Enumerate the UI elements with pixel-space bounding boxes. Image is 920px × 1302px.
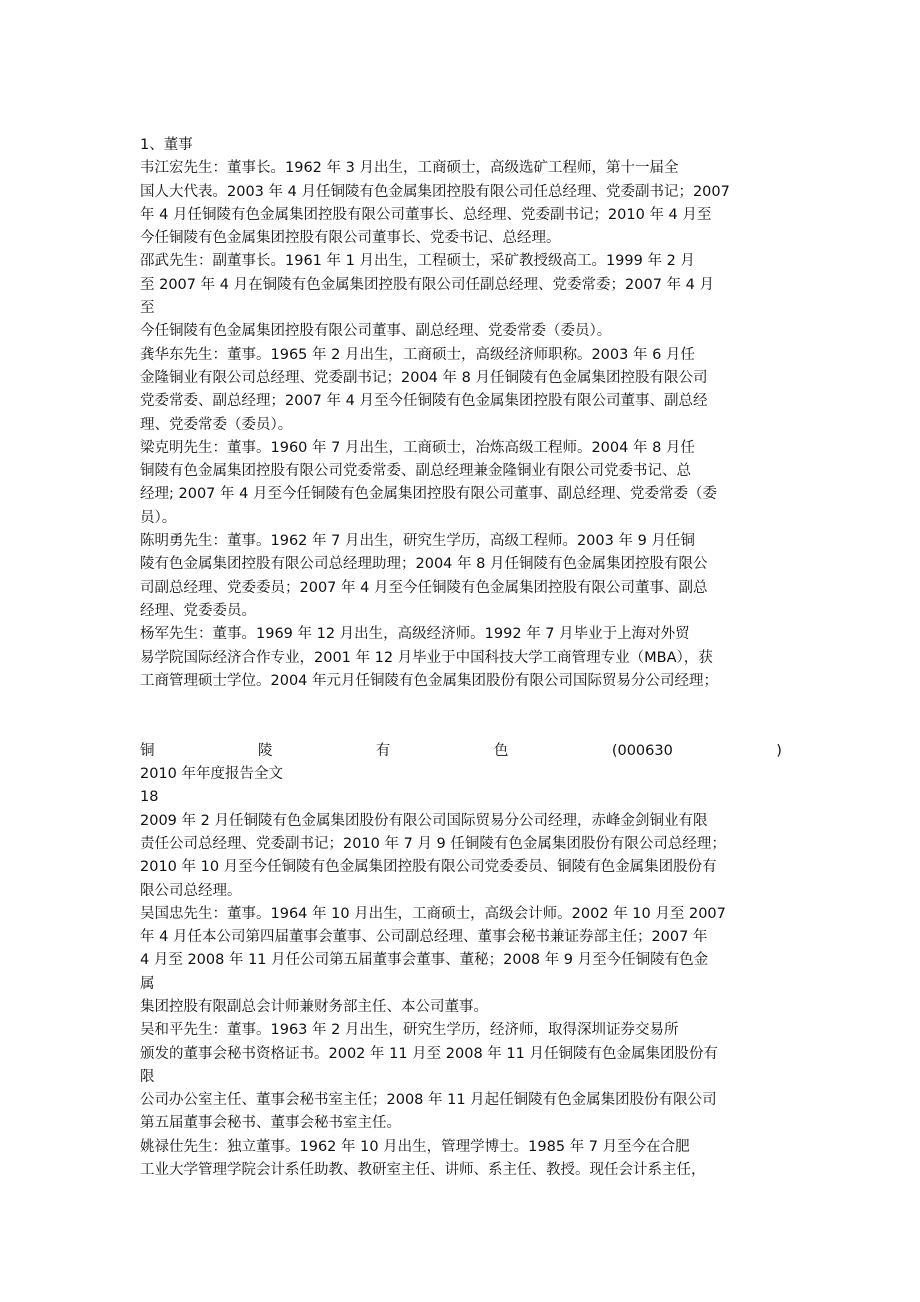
running-header: [140, 740, 782, 763]
text-line: 集团控股有限副总会计师兼财务部主任、本公司董事。: [140, 998, 488, 1015]
text-line: 4 月至 2008 年 11 月任公司第五届董事会董事、董秘；2008 年 9 月至今任铜陵有色金: [140, 952, 709, 969]
text-line: 韦江宏先生：董事长。1962 年 3 月出生，工商硕士，高级选矿工程师，第十一届全: [140, 160, 679, 177]
text-line: 今任铜陵有色金属集团控股有限公司董事、副总经理、党委常委（委员）。: [140, 323, 612, 340]
text-line: 理、党委常委（委员）。: [140, 416, 293, 433]
text-line: 金隆铜业有限公司总经理、党委副书记；2004 年 8 月任铜陵有色金属集团控股有限公司: [140, 369, 708, 386]
text-line: 梁克明先生：董事。1960 年 7 月出生，工商硕士，冶炼高级工程师。2004 年 8 月任: [140, 439, 695, 456]
document-body: [140, 134, 782, 1182]
text-line: 责任公司总经理、党委副书记；2010 年 7 月 9 任铜陵有色金属集团股份有限公司总经理；: [140, 835, 726, 852]
text-line: 至 2007 年 4 月在铜陵有色金属集团控股有限公司任副总经理、党委常委；2007 年 4 月: [140, 276, 715, 293]
header-char: 陵: [257, 742, 273, 759]
text-line: 至: [140, 300, 155, 317]
text-line: 邵武先生：副董事长。1961 年 1 月出生，工程硕士，采矿教授级高工。1999 年 2 月: [140, 253, 695, 270]
header-char: 色: [493, 742, 509, 759]
text-line: 经理; 2007 年 4 月至今任铜陵有色金属集团控股有限公司董事、副总经理、党委常委（委: [140, 486, 717, 503]
text-line: 陵有色金属集团控股有限公司总经理助理；2004 年 8 月任铜陵有色金属集团控股有限公: [140, 556, 708, 573]
text-line: 今任铜陵有色金属集团控股有限公司董事长、党委书记、总经理。: [140, 230, 561, 247]
text-line: 工商管理硕士学位。2004 年元月任铜陵有色金属集团股份有限公司国际贸易分公司经理；: [140, 672, 719, 689]
text-line: 2009 年 2 月任铜陵有色金属集团股份有限公司国际贸易分公司经理，赤峰金剑铜业有限: [140, 812, 708, 829]
text-line: 年 4 月任本公司第四届董事会董事、公司副总经理、董事会秘书兼证券部主任；2007 年: [140, 929, 708, 946]
section-heading: 1、董事: [140, 137, 193, 153]
text-line: 吴和平先生：董事。1963 年 2 月出生，研究生学历，经济师，取得深圳证券交易所: [140, 1022, 679, 1039]
text-line: 2010 年 10 月至今任铜陵有色金属集团控股有限公司党委委员、铜陵有色金属集团股份有: [140, 859, 717, 876]
page-number: 18: [140, 789, 159, 806]
text-line: 党委常委、副总经理；2007 年 4 月至今任铜陵有色金属集团控股有限公司董事、副总经: [140, 393, 708, 410]
header-paren: ): [776, 742, 782, 759]
text-line: [140, 716, 782, 739]
text-line: 属: [140, 975, 155, 992]
text-line: 限公司总经理。: [140, 882, 242, 899]
text-line: [140, 693, 782, 716]
text-line: 陈明勇先生：董事。1962 年 7 月出生，研究生学历，高级工程师。2003 年 9 月任铜: [140, 533, 695, 550]
text-line: 易学院国际经济合作专业，2001 年 12 月毕业于中国科技大学工商管理专业（MBA），获: [140, 649, 713, 666]
text-line: 年 4 月任铜陵有色金属集团控股有限公司董事长、总经理、党委副书记；2010 年 4 月至: [140, 206, 712, 223]
text-line: 经理、党委委员。: [140, 602, 256, 619]
text-line: 员）。: [140, 509, 177, 526]
text-line: 国人大代表。2003 年 4 月任铜陵有色金属集团控股有限公司任总经理、党委副书记；2007: [140, 183, 730, 200]
text-line: 司副总经理、党委委员；2007 年 4 月至今任铜陵有色金属集团控股有限公司董事、副总: [140, 579, 708, 596]
text-line: 公司办公室主任、董事会秘书室主任；2008 年 11 月起任铜陵有色金属集团股份有限公司: [140, 1092, 717, 1109]
text-line: 姚禄仕先生：独立董事。1962 年 10 月出生，管理学博士。1985 年 7 月至今在合肥: [140, 1138, 690, 1155]
text-line: 吴国忠先生：董事。1964 年 10 月出生，工商硕士，高级会计师。2002 年 10 月至 2007: [140, 905, 726, 922]
text-line: 限: [140, 1068, 155, 1085]
report-title: 2010 年年度报告全文: [140, 766, 284, 783]
text-line: 颁发的董事会秘书资格证书。2002 年 11 月至 2008 年 11 月任铜陵有色金属集团股份有: [140, 1045, 718, 1062]
header-code: (000630: [611, 742, 673, 759]
text-line: 杨军先生：董事。1969 年 12 月出生，高级经济师。1992 年 7 月毕业于上海对外贸: [140, 626, 690, 643]
text-line: 第五届董事会秘书、董事会秘书室主任。: [140, 1115, 401, 1132]
text-line: 龚华东先生：董事。1965 年 2 月出生，工商硕士，高级经济师职称。2003 年 6 月任: [140, 346, 695, 363]
header-char: 铜: [140, 742, 155, 759]
header-char: 有: [375, 742, 391, 759]
text-line: 工业大学管理学院会计系任助教、教研室主任、讲师、系主任、教授。现任会计系主任，: [140, 1162, 706, 1179]
text-line: 铜陵有色金属集团控股有限公司党委常委、副总经理兼金隆铜业有限公司党委书记、总: [140, 463, 691, 480]
